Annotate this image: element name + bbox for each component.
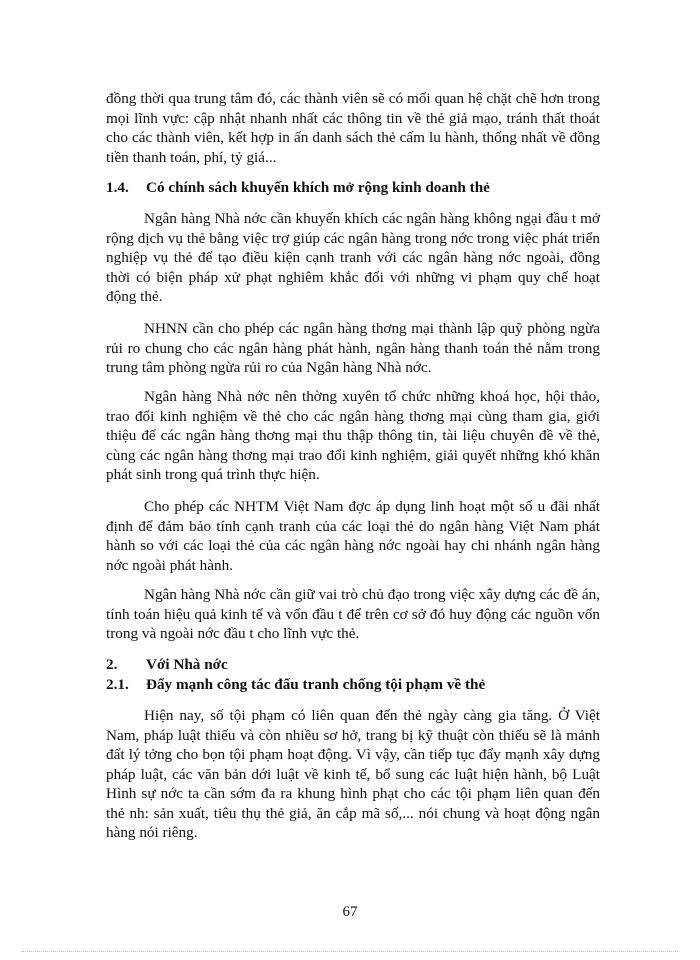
paragraph-5: Ngân hàng Nhà nớc cần giữ vai trò chủ đạo trong việc xây dựng các đề án, tính toán hiệu quả kinh tế và vốn đầu t để trên cơ sở đó huy động các nguồn vốn trong và ngoài nớc đầu t cho lĩnh vực thẻ. [106, 586, 600, 642]
section-title: Đẩy mạnh công tác đấu tranh chống tội phạm về thẻ [146, 676, 486, 693]
section-title: Với Nhà nớc [146, 656, 228, 673]
section-number: 1.4. [106, 179, 129, 196]
paragraph-4: Cho phép các NHTM Việt Nam đợc áp dụng linh hoạt một số u đãi nhất định để đảm bảo tính cạnh tranh của các loại thẻ do ngân hàng Việt Nam phát hành so với các loại thẻ của các ngân hàng nớc ngoài hay chi nhánh ngân hàng nớc ngoài phát hành. [106, 498, 600, 574]
section-heading-1-4 [106, 178, 600, 198]
paragraph-3: Ngân hàng Nhà nớc nên thờng xuyên tổ chức những khoá học, hội thảo, trao đổi kinh nghiệm về thẻ cho các ngân hàng thơng mại cùng tham gia, giới thiệu để các ngân hàng thơng mại thu thập thông tin, tài liệu chuyên đề về thẻ, cùng các ngân hàng thơng mại trao đổi kinh nghiệm, giải quyết những khó khăn phát sinh trong quá trình thực hiện. [106, 388, 600, 483]
paragraph-1: Ngân hàng Nhà nớc cần khuyến khích các ngân hàng không ngại đầu t mở rộng dịch vụ thẻ bằng việc trợ giúp các ngân hàng trong nớc trong việc phát triển nghiệp vụ thẻ để tạo điều kiện cạnh tranh với các ngân hàng nớc ngoài, đồng thời có biện pháp xử phạt nghiêm khắc đối với những vi phạm quy chế hoạt động thẻ. [106, 210, 600, 305]
paragraph-6: Hiện nay, số tội phạm có liên quan đến thẻ ngày càng gia tăng. Ở Việt Nam, pháp luật thiếu và còn nhiều sơ hở, trang bị kỹ thuật còn thiếu sẽ là mảnh đất lý tởng cho bọn tội phạm hoạt động. Vì vậy, cần tiếp tục đẩy mạnh xây dựng pháp luật, các văn bản dới luật về kinh tế, bổ sung các luật hiện hành, bộ Luật Hình sự nớc ta cần sớm đa ra khung hình phạt cho các tội phạm liên quan đến thẻ nh: sản xuất, tiêu thụ thẻ giả, ăn cắp mã số,... nói chung và hoạt động ngân hàng nói riêng. [106, 707, 600, 841]
section-heading-2-1 [106, 675, 600, 695]
section-number: 2.1. [106, 676, 129, 693]
paragraph-2: NHNN cần cho phép các ngân hàng thơng mại thành lập quỹ phòng ngừa rủi ro chung cho các ngân hàng phát hành, ngân hàng thanh toán thẻ nằm trong trung tâm phòng ngừa rủi ro của Ngân hàng Nhà nớc. [106, 320, 600, 376]
section-title: Có chính sách khuyến khích mở rộng kinh doanh thẻ [146, 179, 490, 196]
page-edge-divider [22, 951, 678, 952]
paragraph-intro: đồng thời qua trung tâm đó, các thành viên sẽ có mối quan hệ chặt chẽ hơn trong mọi lĩnh vực: cập nhật nhanh nhất các thông tin về thẻ giả mạo, tránh thất thoát cho các thành viên, kết hợp in ấn danh sách thẻ cấm lu hành, thống nhất về đồng tiền thanh toán, phí, tỷ giá... [106, 90, 600, 166]
page-number: 67 [342, 904, 358, 920]
section-number: 2. [106, 656, 118, 673]
section-heading-2 [106, 655, 600, 675]
